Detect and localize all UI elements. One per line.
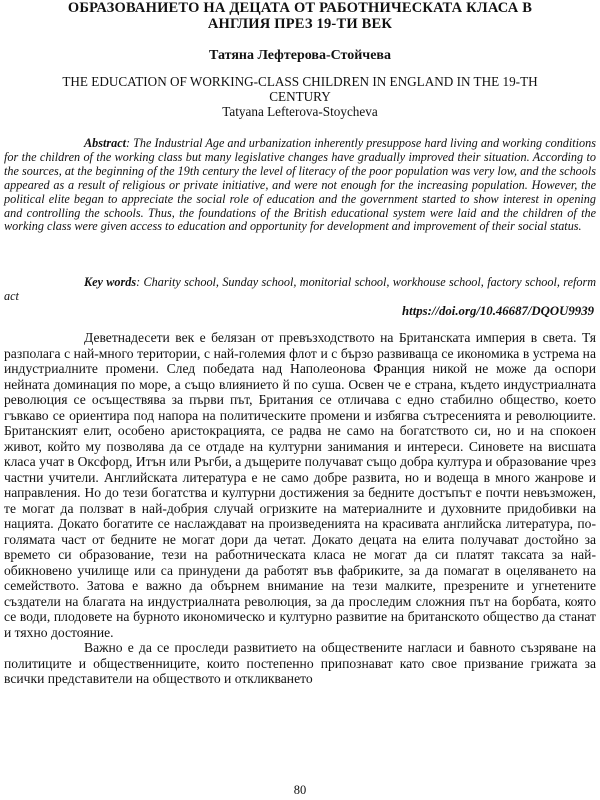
keywords-label: Key words <box>84 275 137 289</box>
page-number: 80 <box>293 783 307 797</box>
abstract-label: Abstract <box>84 136 126 150</box>
article-title-english: THE EDUCATION OF WORKING-CLASS CHILDREN IN ENGLAND IN THE 19-TH CENTURY <box>62 74 538 104</box>
author-name-bulgarian: Татяна Лефтерова-Стойчева <box>209 48 391 63</box>
abstract-block <box>4 137 596 234</box>
author-name-english: Tatyana Lefterova-Stoycheva <box>222 104 378 119</box>
article-title-bulgarian: ОБРАЗОВАНИЕТО НА ДЕЦАТА ОТ РАБОТНИЧЕСКАТА КЛАСА В АНГЛИЯ ПРЕЗ 19-ТИ ВЕК <box>67 0 533 32</box>
body-paragraph: Важно е да се проследи развитието на обществените нагласи и бавното съзряване на политиците и общественниците, които постепенно припознават като свое призвание грижата за всички представители на обществото и откликването <box>4 640 596 686</box>
abstract-text: : The Industrial Age and urbanization inherently presuppose hard living and working conditions for the children of the working class but many legislative changes have gradually improved their situation. According to the sources, at the beginning of the 19th century the level of literacy of the poor population was very low, and the schools appeared as a result of religious or private initiative, and were not enough for the increasing population. However, the political elite began to appreciate the social role of education and the government started to show interest in opening and controlling the schools. Thus, the foundations of the British educational system were laid and the children of the working class were given access to education and opportunity for development and improvement of their social status. <box>4 136 596 234</box>
keywords-text: : Charity school, Sunday school, monitorial school, workhouse school, factory school, reform act <box>4 275 597 303</box>
keywords-block <box>4 276 596 304</box>
body-text <box>4 330 596 687</box>
body-paragraph: Деветнадесети век е белязан от превъзходството на Британската империя в света. Тя разполага с най-много територии, с най-големия флот и с бързо развиваща се икономика в устрема на индустриалните промени. След победата над Наполеонова Франция никой не може да оспори нейната доминация по море, а също влиянието й по суша. Освен че е страна, където индустриалната революция се осъществява за първи път, Британия се отличава с едно стабилно общество, което гъвкаво се ориентира под напора на политическите промени и избягва сътресенията и революциите. Британският елит, особено аристокрацията, се радва не само на богатството си, но и на спокоен живот, който му позволява да се отдаде на културни занимания и интереси. Синовете на висшата класа учат в Оксфорд, Итън или Ръгби, а дъщерите получават също добра култура и образование чрез частни учители. Английската литература е не само добре развита, но и водеща в много жанрове и направления. Но до тези богатства и културни достижения за бедните достъпът е почти невъзможен, те могат да ползват в най-добрия случай огризките на материалните и духовните придобивки на нацията. Докато богатите се наслаждават на произведенията на красивата английска литература, по-голямата част от бедните не могат дори да четат. Докато децата на елита получават достойно за времето си образование, тези на работническата класа не могат да си платят таксата за най-обикновено училище или са принудени да работят във фабриките, за да помагат в оцеляването на семейството. Затова е важно да обърнем внимание на тези малките, презрените и угнетените създатели на благата на индустриалната революция, за да проследим сложния път на борбата, която се води, плодовете на бурното икономическо и културно развитие на британското общество да станат и тяхно достояние. <box>4 330 596 640</box>
doi-link[interactable]: https://doi.org/10.46687/DQOU9939 <box>402 304 594 318</box>
